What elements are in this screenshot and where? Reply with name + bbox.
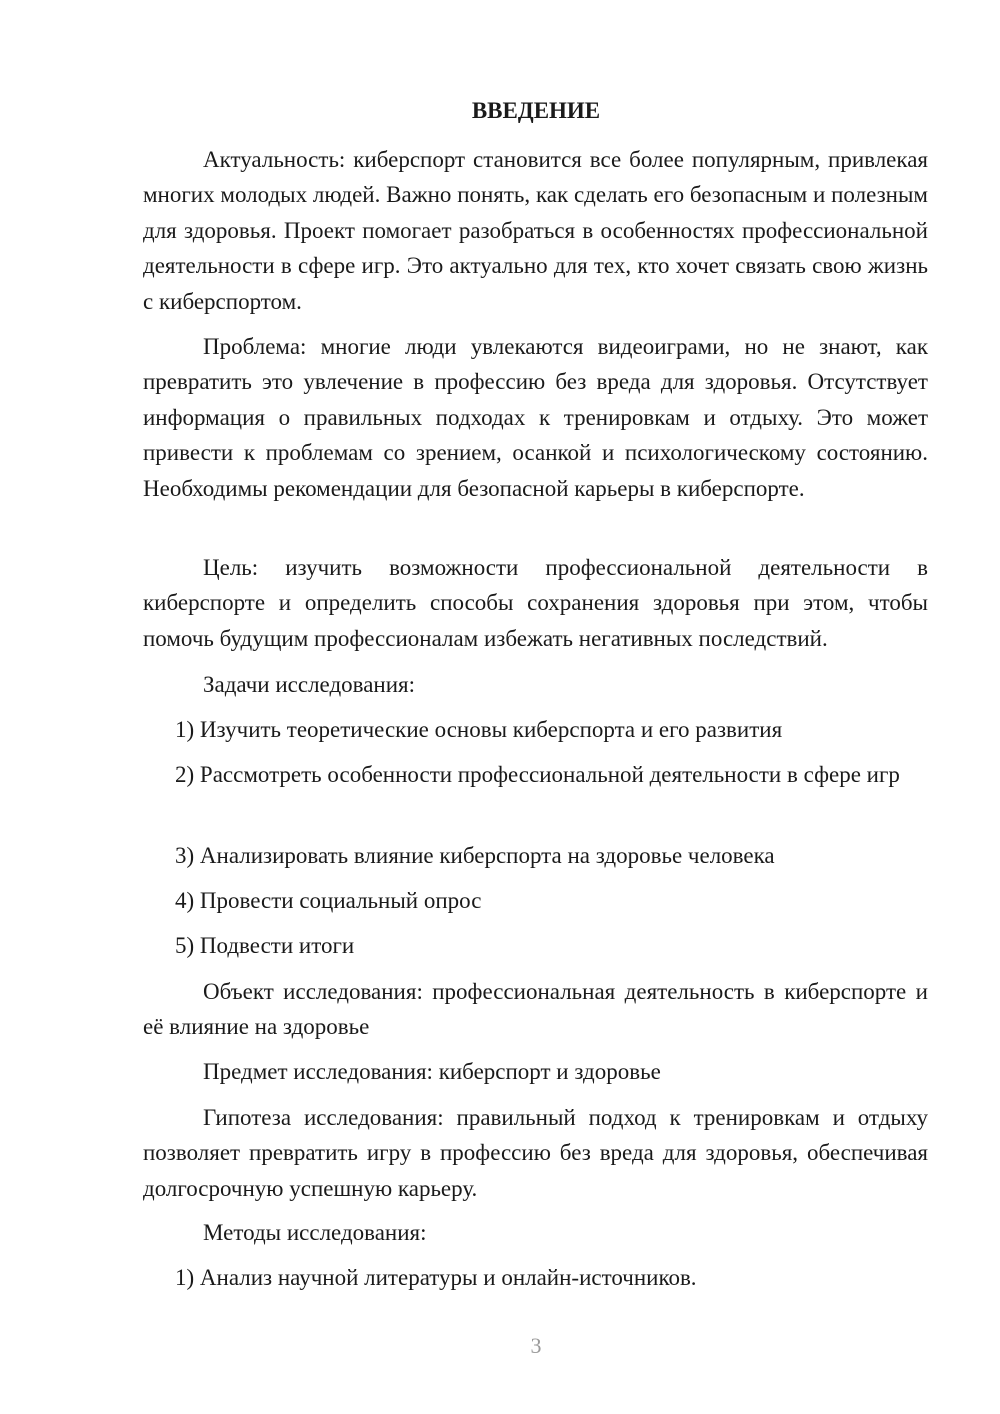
method-item: 1) Анализ научной литературы и онлайн-источников. xyxy=(175,1265,697,1290)
hypothesis-paragraph: Гипотеза исследования: правильный подход к тренировкам и отдыху позволяет превратить игру в профессию без вреда для здоровья, обеспечивая долгосрочную успешную карьеру. xyxy=(143,1105,928,1201)
goal-paragraph: Цель: изучить возможности профессиональной деятельности в киберспорте и определить способы сохранения здоровья при этом, чтобы помочь будущим профессионалам избежать негативных последствий. xyxy=(143,555,928,651)
tasks-title: Задачи исследования: xyxy=(203,672,416,697)
page-number: 3 xyxy=(530,1333,542,1358)
relevance-paragraph: Актуальность: киберспорт становится все более популярным, привлекая многих молодых людей. Важно понять, как сделать его безопасным и полезным для здоровья. Проект помогает разобраться в особенностях профессиональной деятельности в сфере игр. Это актуально для тех, кто хочет связать свою жизнь с киберспортом. xyxy=(143,147,928,314)
task-item: 1) Изучить теоретические основы киберспорта и его развития xyxy=(175,717,783,742)
task-item: 4) Провести социальный опрос xyxy=(175,888,482,913)
task-item: 2) Рассмотреть особенности профессиональной деятельности в сфере игр xyxy=(175,762,900,787)
task-item: 5) Подвести итоги xyxy=(175,933,355,958)
object-paragraph: Объект исследования: профессиональная деятельность в киберспорте и её влияние на здоровье xyxy=(143,979,928,1040)
subject-paragraph: Предмет исследования: киберспорт и здоровье xyxy=(203,1059,661,1084)
task-item: 3) Анализировать влияние киберспорта на здоровье человека xyxy=(175,843,775,868)
problem-paragraph: Проблема: многие люди увлекаются видеоиграми, но не знают, как превратить это увлечение в профессию без вреда для здоровья. Отсутствует информация о правильных подходах к тренировкам и отдыху. Это может привести к проблемам со зрением, осанкой и психологическому состоянию. Необходимы рекомендации для безопасной карьеры в киберспорте. xyxy=(143,334,928,501)
page-title: ВВЕДЕНИЕ xyxy=(471,98,601,123)
methods-title: Методы исследования: xyxy=(203,1220,427,1245)
